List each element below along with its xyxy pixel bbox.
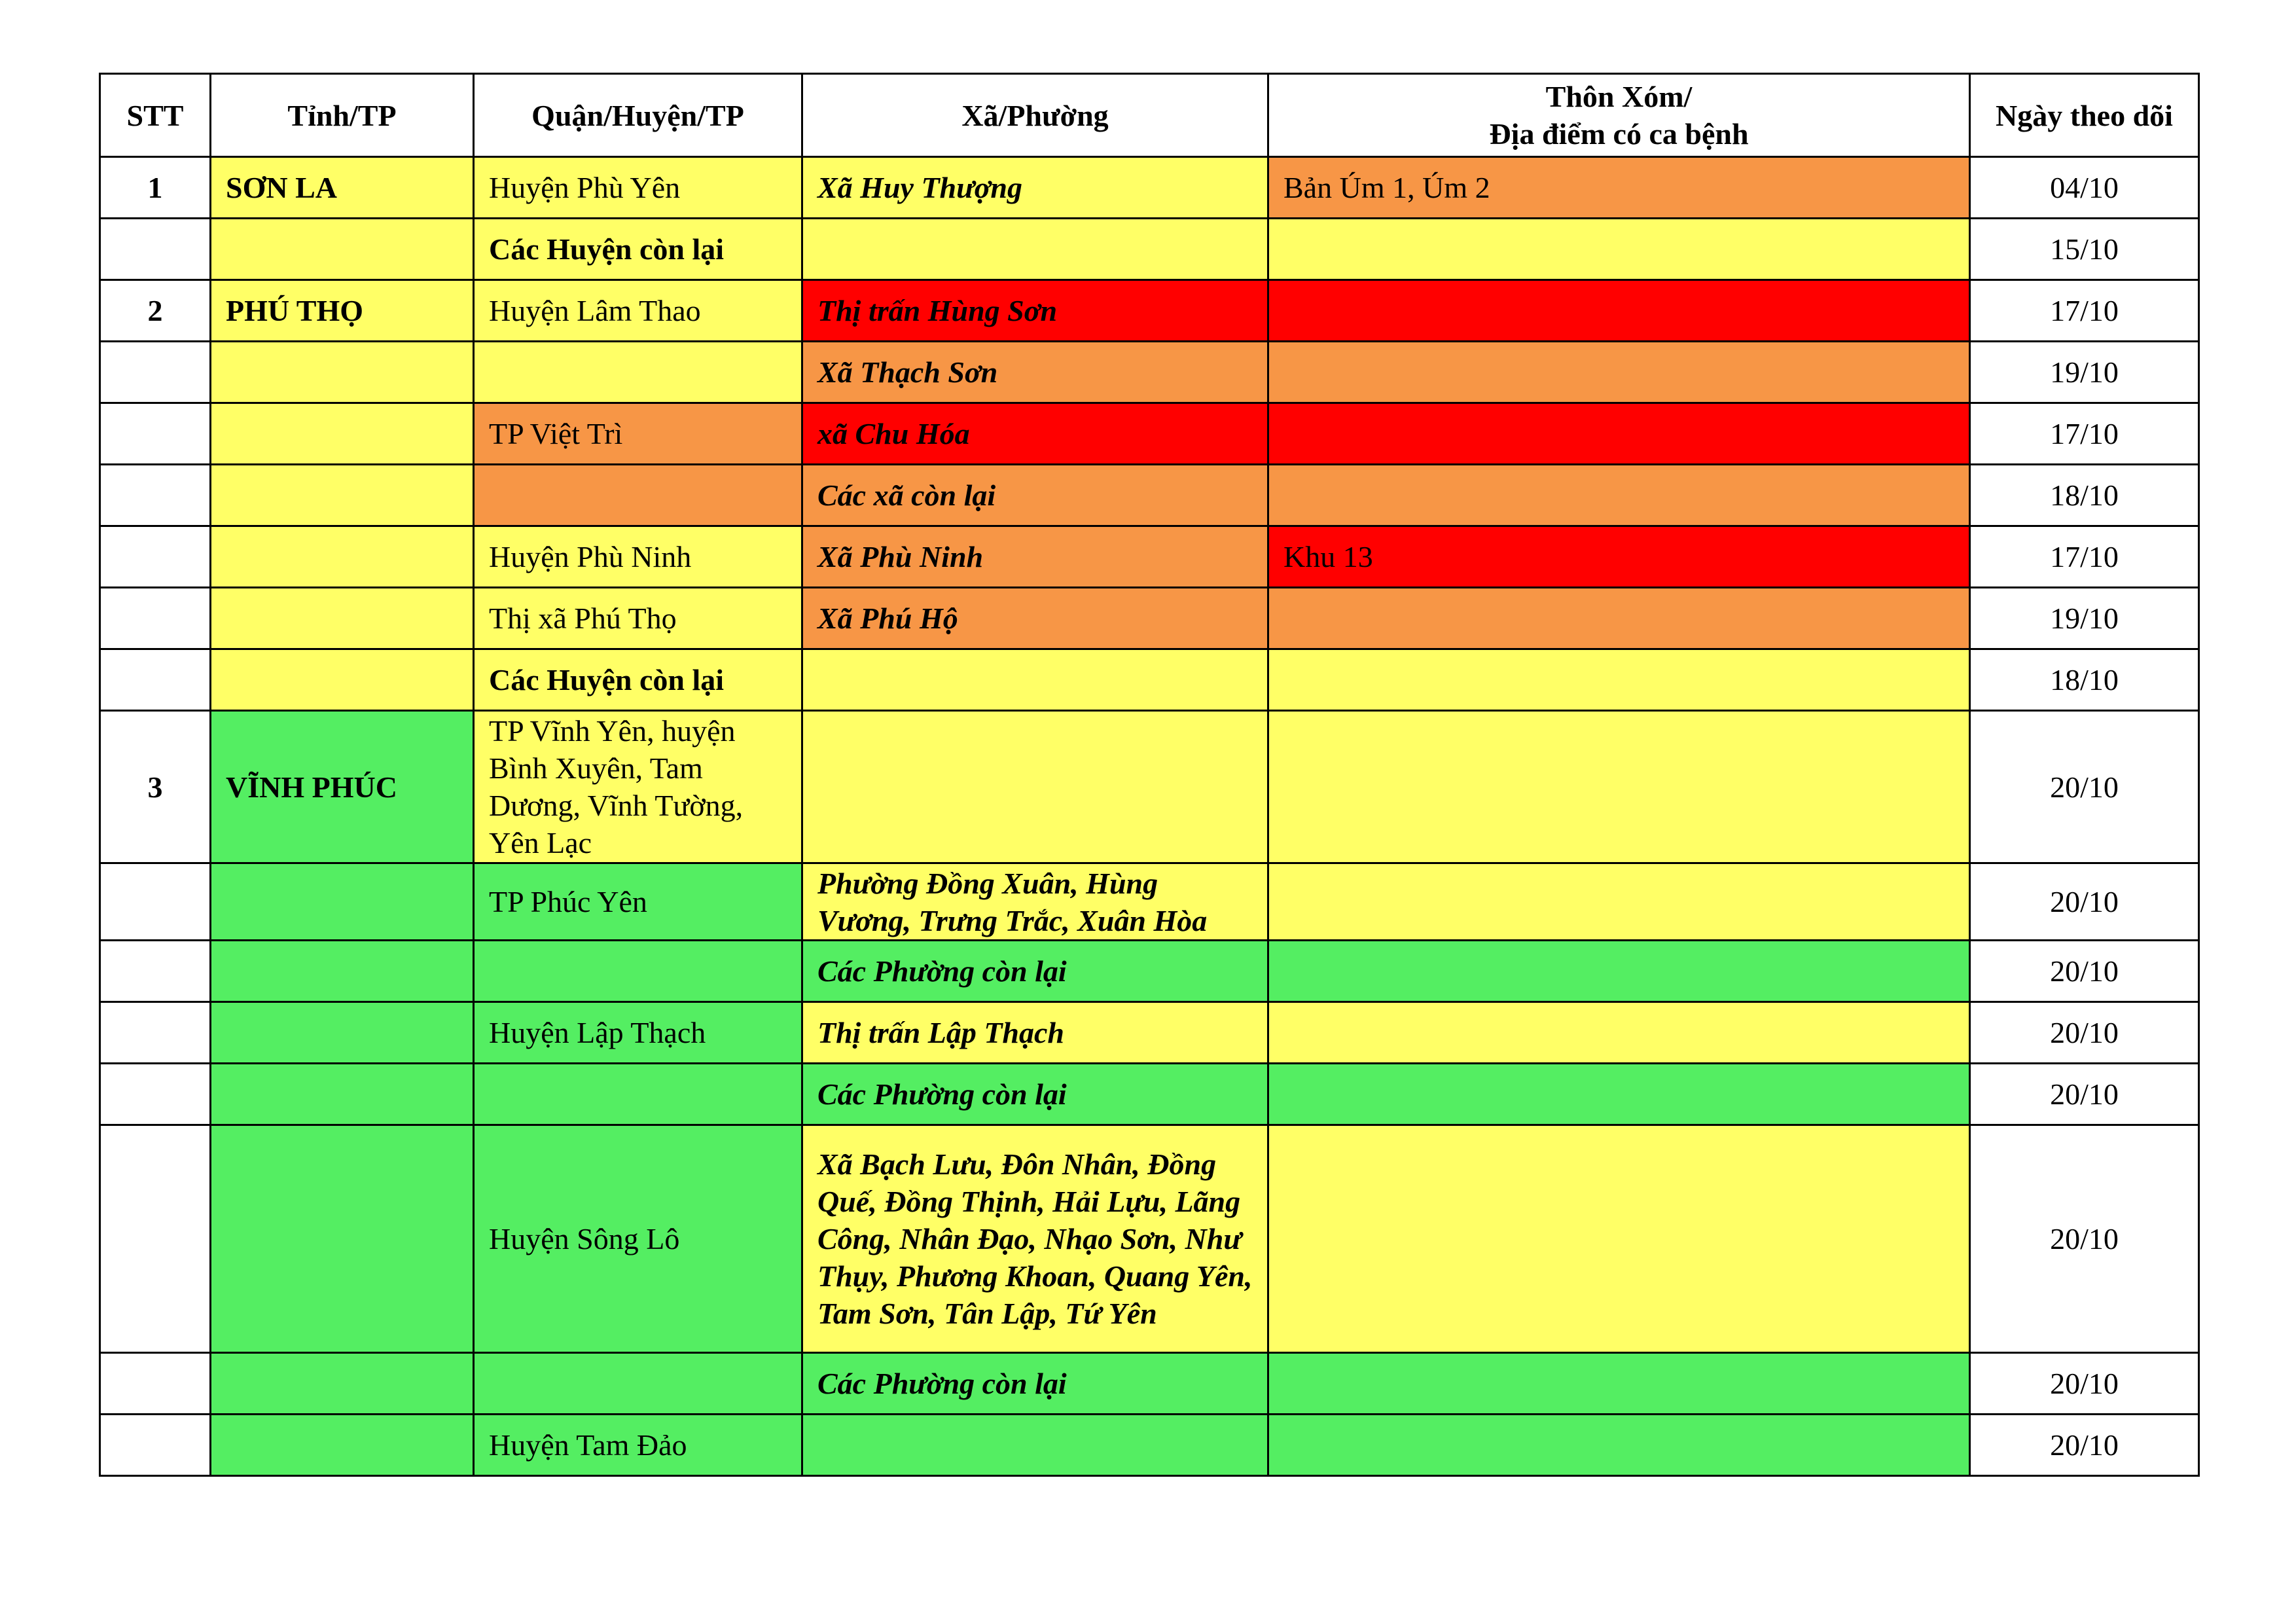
table-row — [100, 157, 2199, 219]
cell-stt — [100, 526, 211, 588]
header-date: Ngày theo dõi — [1970, 74, 2199, 157]
cell-ward: Các Phường còn lại — [802, 1064, 1268, 1125]
cell-district: TP Việt Trì — [474, 403, 802, 465]
cell-ward: Các Phường còn lại — [802, 941, 1268, 1002]
cell-ward: Xã Bạch Lưu, Đôn Nhân, Đồng Quế, Đồng Thịnh, Hải Lựu, Lãng Công, Nhân Đạo, Nhạo Sơn, Như Thụy, Phương Khoan, Quang Yên, Tam Sơn, Tân Lập, Tứ Yên — [802, 1125, 1268, 1353]
cell-ward: Xã Phù Ninh — [802, 526, 1268, 588]
cell-location: Bản Úm 1, Úm 2 — [1268, 157, 1970, 219]
cell-province — [211, 1125, 474, 1353]
cell-stt — [100, 1415, 211, 1476]
cell-date: 20/10 — [1970, 711, 2199, 863]
cell-district — [474, 1353, 802, 1415]
cell-location: Khu 13 — [1268, 526, 1970, 588]
cell-stt — [100, 1353, 211, 1415]
table-row — [100, 1125, 2199, 1353]
cell-stt — [100, 465, 211, 526]
cell-date: 20/10 — [1970, 863, 2199, 941]
cell-district: Huyện Sông Lô — [474, 1125, 802, 1353]
cell-location — [1268, 863, 1970, 941]
cell-province — [211, 1064, 474, 1125]
cell-location — [1268, 219, 1970, 280]
table-row — [100, 342, 2199, 403]
cell-ward: xã Chu Hóa — [802, 403, 1268, 465]
cell-location — [1268, 1353, 1970, 1415]
cell-ward: Xã Huy Thượng — [802, 157, 1268, 219]
cell-location — [1268, 649, 1970, 711]
header-location — [1268, 74, 1970, 157]
table-row — [100, 465, 2199, 526]
cell-stt — [100, 1002, 211, 1064]
table-row — [100, 403, 2199, 465]
cell-district — [474, 941, 802, 1002]
cell-province — [211, 863, 474, 941]
cell-date: 20/10 — [1970, 1002, 2199, 1064]
cell-date: 20/10 — [1970, 1415, 2199, 1476]
cell-location — [1268, 465, 1970, 526]
cell-stt — [100, 649, 211, 711]
cell-district: Huyện Phù Yên — [474, 157, 802, 219]
cell-ward: Các xã còn lại — [802, 465, 1268, 526]
cell-province — [211, 1415, 474, 1476]
cell-province — [211, 403, 474, 465]
table-row — [100, 280, 2199, 342]
cell-date: 18/10 — [1970, 649, 2199, 711]
cell-district: Các Huyện còn lại — [474, 219, 802, 280]
cell-date: 18/10 — [1970, 465, 2199, 526]
cell-stt — [100, 1064, 211, 1125]
cell-date: 19/10 — [1970, 342, 2199, 403]
header-district: Quận/Huyện/TP — [474, 74, 802, 157]
table-row — [100, 588, 2199, 649]
cell-date: 17/10 — [1970, 526, 2199, 588]
cell-province — [211, 649, 474, 711]
table-row — [100, 1353, 2199, 1415]
table-row — [100, 526, 2199, 588]
cell-stt: 3 — [100, 711, 211, 863]
cell-location — [1268, 342, 1970, 403]
cell-district — [474, 1064, 802, 1125]
cell-ward: Các Phường còn lại — [802, 1353, 1268, 1415]
cell-date: 04/10 — [1970, 157, 2199, 219]
cell-stt — [100, 588, 211, 649]
table-row — [100, 941, 2199, 1002]
cell-province — [211, 342, 474, 403]
table-row — [100, 649, 2199, 711]
cell-district: TP Vĩnh Yên, huyện Bình Xuyên, Tam Dương, Vĩnh Tường, Yên Lạc — [474, 711, 802, 863]
cell-ward: Xã Phú Hộ — [802, 588, 1268, 649]
cell-ward: Xã Thạch Sơn — [802, 342, 1268, 403]
header-location-line1: Thôn Xóm/ — [1545, 80, 1693, 113]
cell-province — [211, 1353, 474, 1415]
header-province: Tỉnh/TP — [211, 74, 474, 157]
cell-district: Huyện Phù Ninh — [474, 526, 802, 588]
cell-stt: 1 — [100, 157, 211, 219]
cell-date: 20/10 — [1970, 941, 2199, 1002]
cell-date: 17/10 — [1970, 280, 2199, 342]
header-row — [100, 74, 2199, 157]
cell-date: 20/10 — [1970, 1064, 2199, 1125]
cell-location — [1268, 588, 1970, 649]
cell-district — [474, 465, 802, 526]
cell-province — [211, 219, 474, 280]
table-row — [100, 863, 2199, 941]
monitoring-table — [99, 73, 2200, 1477]
cell-ward: Thị trấn Hùng Sơn — [802, 280, 1268, 342]
cell-ward — [802, 219, 1268, 280]
cell-location — [1268, 403, 1970, 465]
cell-ward — [802, 649, 1268, 711]
cell-province — [211, 465, 474, 526]
cell-province: VĨNH PHÚC — [211, 711, 474, 863]
header-ward: Xã/Phường — [802, 74, 1268, 157]
cell-location — [1268, 280, 1970, 342]
table-row — [100, 219, 2199, 280]
cell-stt — [100, 1125, 211, 1353]
cell-stt: 2 — [100, 280, 211, 342]
header-stt: STT — [100, 74, 211, 157]
cell-ward: Phường Đồng Xuân, Hùng Vương, Trưng Trắc, Xuân Hòa — [802, 863, 1268, 941]
table-row — [100, 711, 2199, 863]
cell-location — [1268, 941, 1970, 1002]
cell-ward: Thị trấn Lập Thạch — [802, 1002, 1268, 1064]
table-row — [100, 1002, 2199, 1064]
cell-date: 19/10 — [1970, 588, 2199, 649]
cell-ward — [802, 711, 1268, 863]
cell-stt — [100, 403, 211, 465]
table-row — [100, 1064, 2199, 1125]
cell-date: 20/10 — [1970, 1125, 2199, 1353]
cell-province — [211, 941, 474, 1002]
cell-province — [211, 588, 474, 649]
cell-date: 17/10 — [1970, 403, 2199, 465]
cell-location — [1268, 711, 1970, 863]
cell-location — [1268, 1002, 1970, 1064]
cell-district: Huyện Lập Thạch — [474, 1002, 802, 1064]
cell-stt — [100, 219, 211, 280]
cell-stt — [100, 342, 211, 403]
cell-province — [211, 1002, 474, 1064]
cell-location — [1268, 1415, 1970, 1476]
cell-district: TP Phúc Yên — [474, 863, 802, 941]
cell-district: Huyện Lâm Thao — [474, 280, 802, 342]
cell-province: PHÚ THỌ — [211, 280, 474, 342]
cell-district — [474, 342, 802, 403]
cell-date: 20/10 — [1970, 1353, 2199, 1415]
cell-stt — [100, 941, 211, 1002]
cell-district: Huyện Tam Đảo — [474, 1415, 802, 1476]
cell-date: 15/10 — [1970, 219, 2199, 280]
cell-location — [1268, 1064, 1970, 1125]
cell-province — [211, 526, 474, 588]
table-row — [100, 1415, 2199, 1476]
cell-district: Các Huyện còn lại — [474, 649, 802, 711]
cell-stt — [100, 863, 211, 941]
cell-ward — [802, 1415, 1268, 1476]
cell-district: Thị xã Phú Thọ — [474, 588, 802, 649]
cell-province: SƠN LA — [211, 157, 474, 219]
header-location-line2: Địa điểm có ca bệnh — [1489, 117, 1749, 151]
cell-location — [1268, 1125, 1970, 1353]
